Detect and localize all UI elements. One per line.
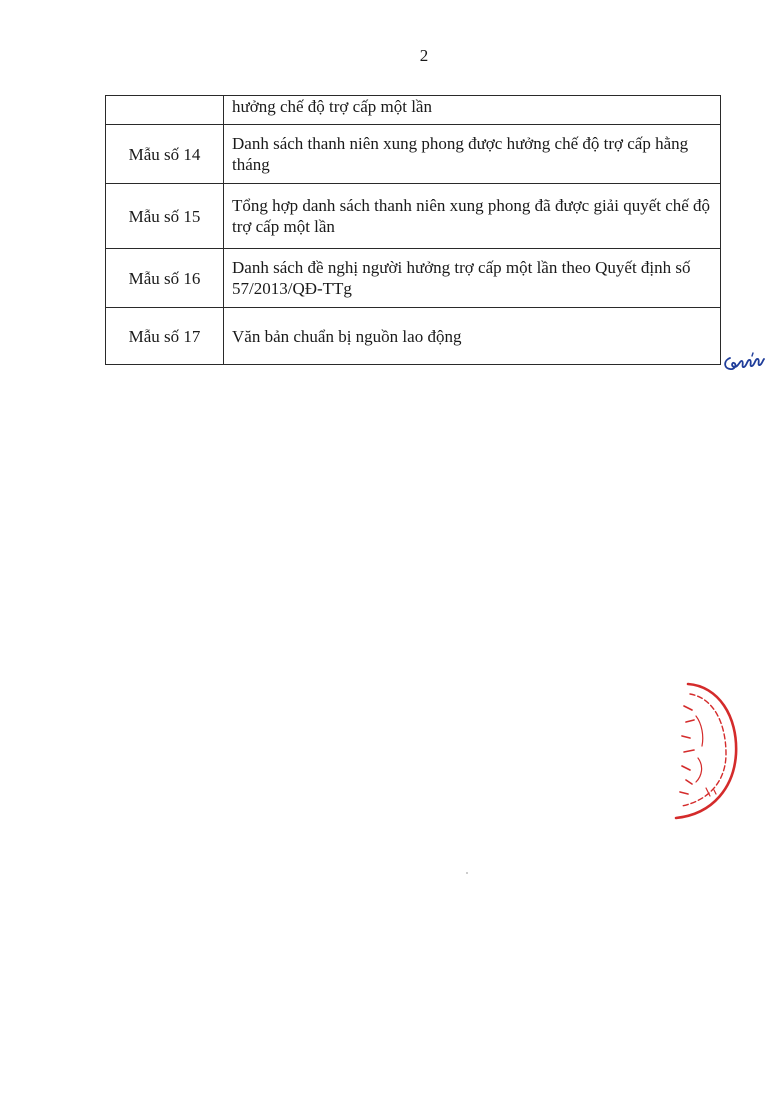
table-row <box>106 184 721 249</box>
form-description-cell: Danh sách đề nghị người hưởng trợ cấp một lần theo Quyết định số 57/2013/QĐ-TTg <box>224 249 721 308</box>
table-row <box>106 308 721 365</box>
form-description-cell: Văn bản chuẩn bị nguồn lao động <box>224 308 721 365</box>
forms-table <box>105 95 721 365</box>
form-code-cell: Mẫu số 15 <box>106 184 224 249</box>
form-description-cell: Danh sách thanh niên xung phong được hưởng chế độ trợ cấp hằng tháng <box>224 125 721 184</box>
form-description-cell: Tổng hợp danh sách thanh niên xung phong đã được giải quyết chế độ trợ cấp một lần <box>224 184 721 249</box>
table-row <box>106 249 721 308</box>
red-seal-stamp-icon <box>666 676 746 826</box>
form-code-cell: Mẫu số 14 <box>106 125 224 184</box>
scan-speck <box>466 872 468 874</box>
form-code-cell: Mẫu số 17 <box>106 308 224 365</box>
form-description-cell: hưởng chế độ trợ cấp một lần <box>224 96 721 125</box>
form-code-cell: Mẫu số 16 <box>106 249 224 308</box>
page-number: 2 <box>419 46 429 65</box>
table-row <box>106 125 721 184</box>
handwritten-initials-icon <box>722 352 766 374</box>
table-row <box>106 96 721 125</box>
form-code-cell <box>106 96 224 125</box>
